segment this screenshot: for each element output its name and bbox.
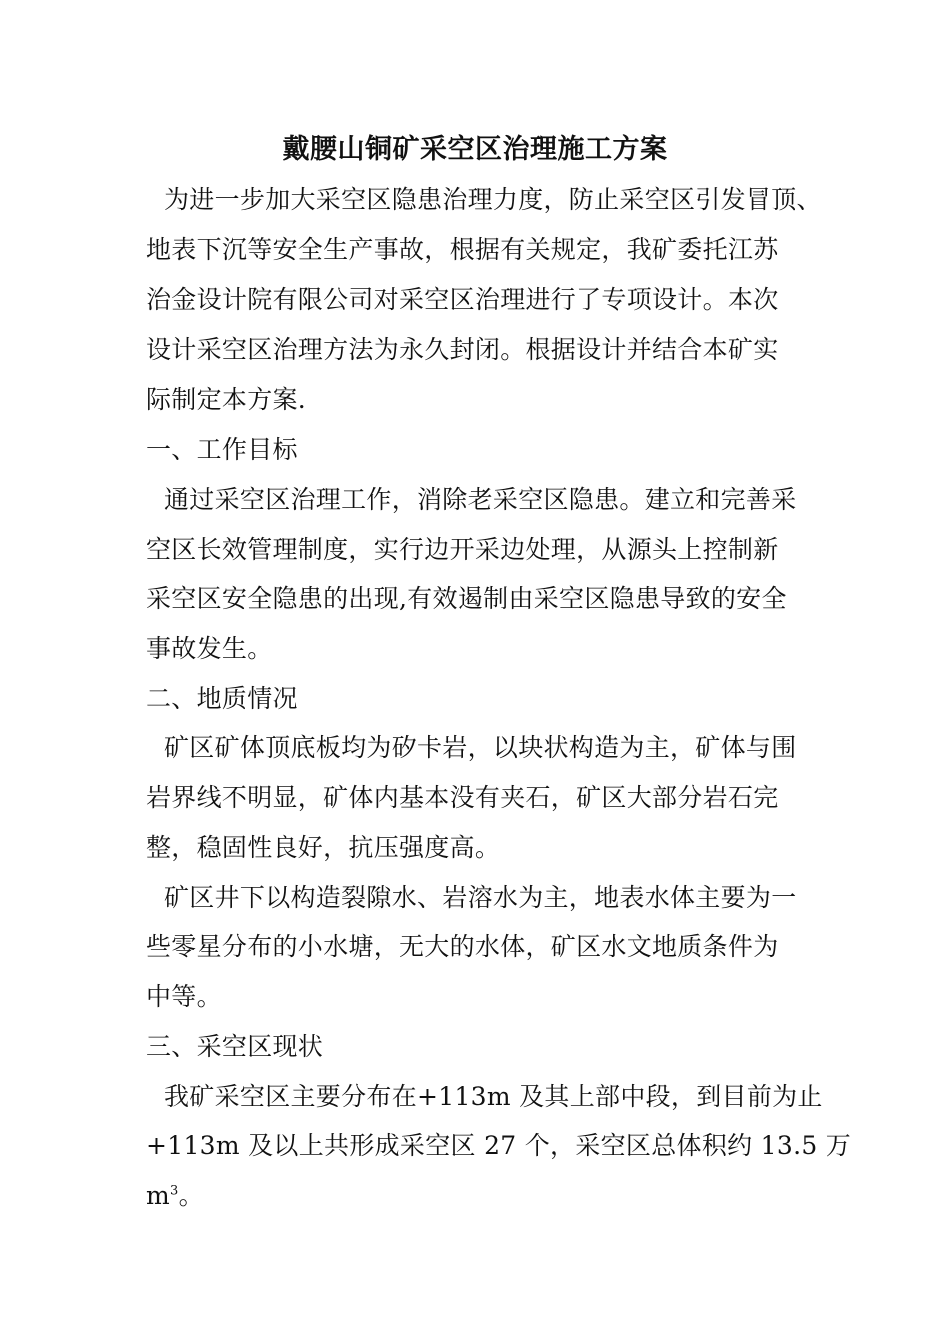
paragraph-line: 岩界线不明显，矿体内基本没有夹石，矿区大部分岩石完 <box>146 783 779 812</box>
paragraph-line-last <box>146 1177 204 1215</box>
paragraph-line: 中等。 <box>146 982 222 1011</box>
paragraph-line: 采空区安全隐患的出现,有效遏制由采空区隐患导致的安全 <box>146 584 787 613</box>
unit-base: m <box>146 1181 171 1210</box>
paragraph-line: 为进一步加大采空区隐患治理力度，防止采空区引发冒顶、 <box>164 185 822 214</box>
paragraph-line: 我矿采空区主要分布在+113m 及其上部中段，到目前为止 <box>164 1082 823 1111</box>
paragraph-line: 整，稳固性良好，抗压强度高。 <box>146 833 501 862</box>
paragraph-line: 空区长效管理制度，实行边开采边处理，从源头上控制新 <box>146 535 779 564</box>
paragraph-line: 些零星分布的小水塘，无大的水体，矿区水文地质条件为 <box>146 932 779 961</box>
paragraph-line: 际制定本方案. <box>146 385 307 414</box>
paragraph-line: 矿区井下以构造裂隙水、岩溶水为主，地表水体主要为一 <box>164 883 797 912</box>
section-heading: 二、地质情况 <box>146 684 298 713</box>
paragraph-line: +113m 及以上共形成采空区 27 个，采空区总体积约 13.5 万 <box>146 1131 852 1160</box>
unit-superscript: 3 <box>170 1183 179 1199</box>
paragraph-line: 地表下沉等安全生产事故，根据有关规定，我矿委托江苏 <box>146 235 779 264</box>
section-heading: 三、采空区现状 <box>146 1032 324 1061</box>
paragraph-line: 通过采空区治理工作，消除老采空区隐患。建立和完善采 <box>164 485 797 514</box>
line-suffix: 。 <box>178 1181 204 1210</box>
paragraph-line: 事故发生。 <box>146 634 273 663</box>
paragraph-line: 治金设计院有限公司对采空区治理进行了专项设计。本次 <box>146 285 779 314</box>
paragraph-line: 矿区矿体顶底板均为矽卡岩，以块状构造为主，矿体与围 <box>164 733 797 762</box>
section-heading: 一、工作目标 <box>146 435 298 464</box>
paragraph-line: 设计采空区治理方法为永久封闭。根据设计并结合本矿实 <box>146 335 779 364</box>
document-title: 戴腰山铜矿采空区治理施工方案 <box>282 134 668 165</box>
